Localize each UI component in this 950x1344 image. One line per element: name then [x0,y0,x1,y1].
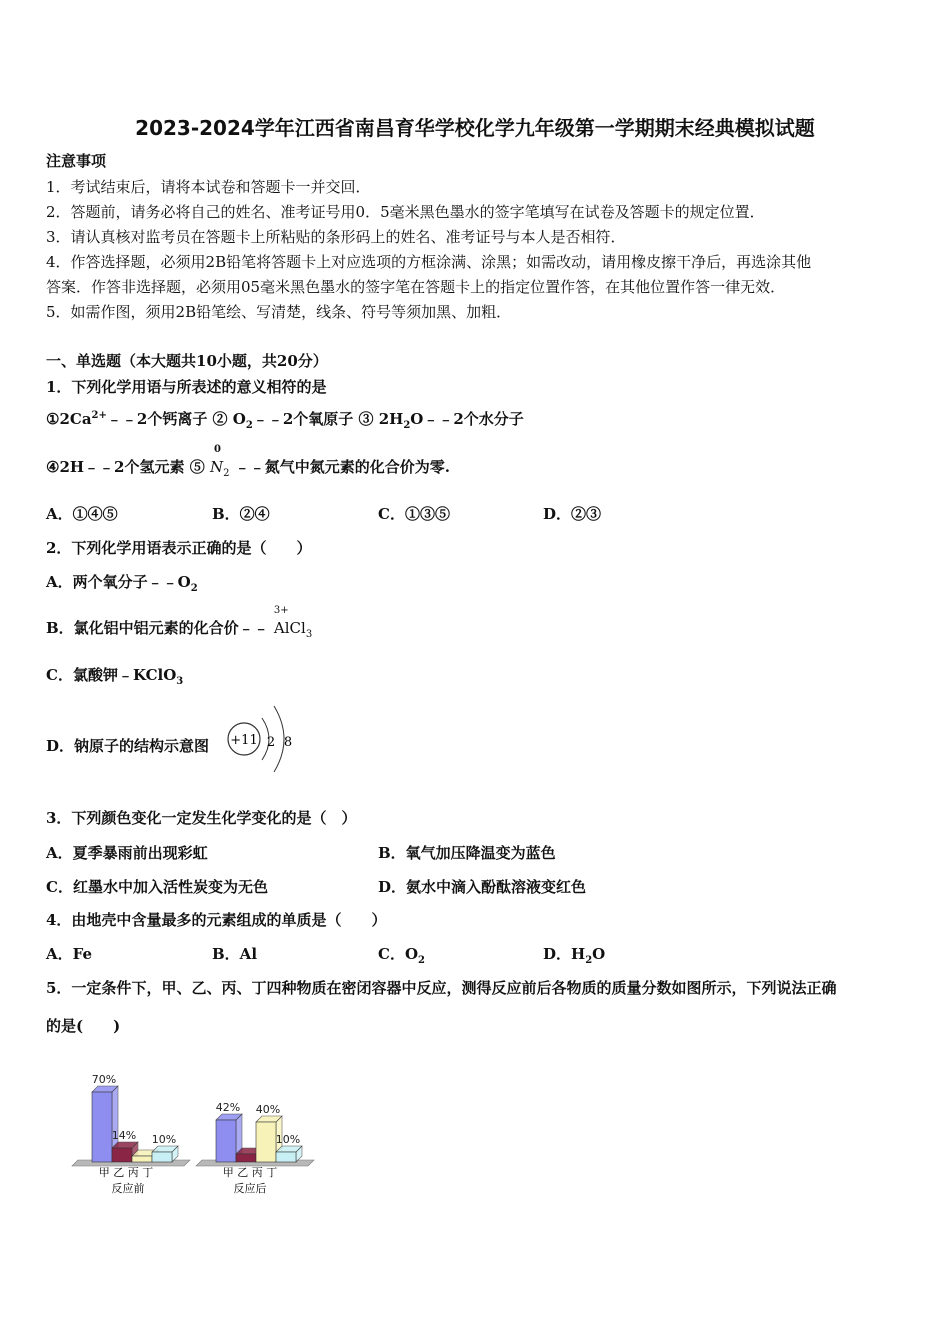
bar-value-label: 70% [91,1073,117,1086]
q2-text: D．钠原子的结构示意图 [46,737,210,755]
q1-sub: 2 [403,420,411,431]
q4-sub: 2 [418,955,425,966]
bar-甲 [216,1120,236,1162]
bar-乙 [112,1148,132,1162]
q3-option-b[interactable]: B．氧气加压降温变为蓝色 [378,844,556,862]
q4-option-c[interactable] [378,943,425,966]
shell1-label: 2 [266,735,276,750]
q2-stem: 2．下列化学用语表示正确的是（ ） [46,539,312,557]
group-label-after: 反应后 [233,1182,267,1195]
q2-sub: 2 [190,583,198,594]
bar-丙 [132,1156,152,1162]
q1-sup: 2+ [91,410,107,421]
n-symbol: N [209,458,224,476]
q1-text: ①2Ca [46,410,92,428]
q1-stem: 1．下列化学用语与所表述的意义相符的是 [46,378,327,396]
bar-丁 [276,1152,296,1162]
q2-option-b[interactable] [46,605,313,640]
q1-text: ﹣﹣2个钙离子 ② O [106,410,246,428]
bar-value-label: 10% [275,1133,301,1146]
valence-mark: 0 [213,444,221,455]
alcl3-formula [273,605,313,640]
q5-stem-line2: 的是( ) [46,1017,121,1035]
q2-text: B．氯化铝中铝元素的化合价﹣﹣ [46,619,269,637]
q1-sub: 2 [223,468,230,479]
q2-text: C．氯酸钾﹣KClO [46,666,177,684]
q4-option-a[interactable]: A．Fe [46,945,93,963]
sodium-atom-diagram [224,698,304,782]
bar-value-label: 10% [151,1133,177,1146]
q4-option-b[interactable]: B．Al [212,945,258,963]
q2-sub: 3 [176,676,184,687]
mass-fraction-chart [66,1058,336,1200]
x-categories-after: 甲 乙 丙 丁 [222,1166,278,1179]
q1-statements-1 [46,408,524,431]
notice-item: 1．考试结束后，请将本试卷和答题卡一并交回． [46,178,371,196]
q2-option-c[interactable] [46,664,183,687]
notice-item: 答案．作答非选择题，必须用05毫米黑色墨水的签字笔在答题卡上的指定位置作答，在其他位置作答一律无效． [46,278,786,296]
notice-item: 4．作答选择题，必须用2B铅笔将答题卡上对应选项的方框涂满、涂黑；如需改动，请用橡皮擦干净后，再选涂其他 [46,253,812,271]
bar-value-label: 40% [255,1103,281,1116]
q4-text: O [592,945,606,963]
q1-text: O﹣﹣2个水分子 [410,410,524,428]
formula-text: AlCl [273,619,306,637]
q4-text: D．H [543,945,586,963]
q2-sub: 3 [305,629,313,640]
q3-option-a[interactable]: A．夏季暴雨前出现彩虹 [46,844,208,862]
bar-value-label: 42% [215,1101,241,1114]
n2-formula [209,444,230,479]
q1-option-c[interactable]: C．①③⑤ [378,505,450,523]
notice-heading: 注意事项 [46,152,107,170]
q2-option-d[interactable] [46,735,209,756]
bar-丙 [256,1122,276,1162]
q1-option-a[interactable]: A．①④⑤ [46,505,118,523]
q2-option-a[interactable] [46,571,198,594]
notice-item: 3．请认真核对监考员在答题卡上所粘贴的条形码上的姓名、准考证号与本人是否相符． [46,228,626,246]
nucleus-label: +11 [230,733,258,748]
q3-option-c[interactable]: C．红墨水中加入活性炭变为无色 [46,878,268,896]
q1-text: ﹣﹣氮气中氮元素的化合价为零. [234,458,450,476]
q1-option-d[interactable]: D．②③ [543,505,602,523]
x-categories-before: 甲 乙 丙 丁 [98,1166,154,1179]
bar-甲 [92,1092,112,1162]
bar-value-label: 14% [111,1129,137,1142]
q1-text: ④2H﹣﹣2个氢元素 ⑤ [46,458,205,476]
q4-text: C．O [378,945,419,963]
q2-text: A．两个氧分子﹣﹣O [46,573,191,591]
shell2-label: 8 [283,735,293,750]
q4-stem: 4．由地壳中含量最多的元素组成的单质是（ ） [46,911,387,929]
q1-sub: 2 [245,420,253,431]
notice-item: 5．如需作图，须用2B铅笔绘、写清楚，线条、符号等须加黑、加粗． [46,303,512,321]
section-heading: 一、单选题（本大题共10小题，共20分） [46,352,328,370]
valence-mark: 3+ [273,605,289,616]
group-label-before: 反应前 [111,1182,145,1195]
q1-statements-2 [46,444,450,479]
q4-sub: 2 [585,955,593,966]
q5-stem-line1: 5．一定条件下，甲、乙、丙、丁四种物质在密闭容器中反应，测得反应前后各物质的质量分数如图所示，下列说法正确 [46,979,837,997]
q3-option-d[interactable]: D．氨水中滴入酚酞溶液变红色 [378,878,587,896]
notice-item: 2．答题前，请务必将自己的姓名、准考证号用0．5毫米黑色墨水的签字笔填写在试卷及答题卡的规定位置． [46,203,765,221]
q1-option-b[interactable]: B．②④ [212,505,270,523]
q1-text: ﹣﹣2个氧原子 ③ 2H [252,410,404,428]
q3-stem: 3．下列颜色变化一定发生化学变化的是（ ） [46,809,357,827]
bar-丁 [152,1152,172,1162]
bar-乙 [236,1154,256,1162]
q4-option-d[interactable] [543,943,605,966]
page-title: 2023-2024学年江西省南昌育华学校化学九年级第一学期期末经典模拟试题 [135,116,815,140]
